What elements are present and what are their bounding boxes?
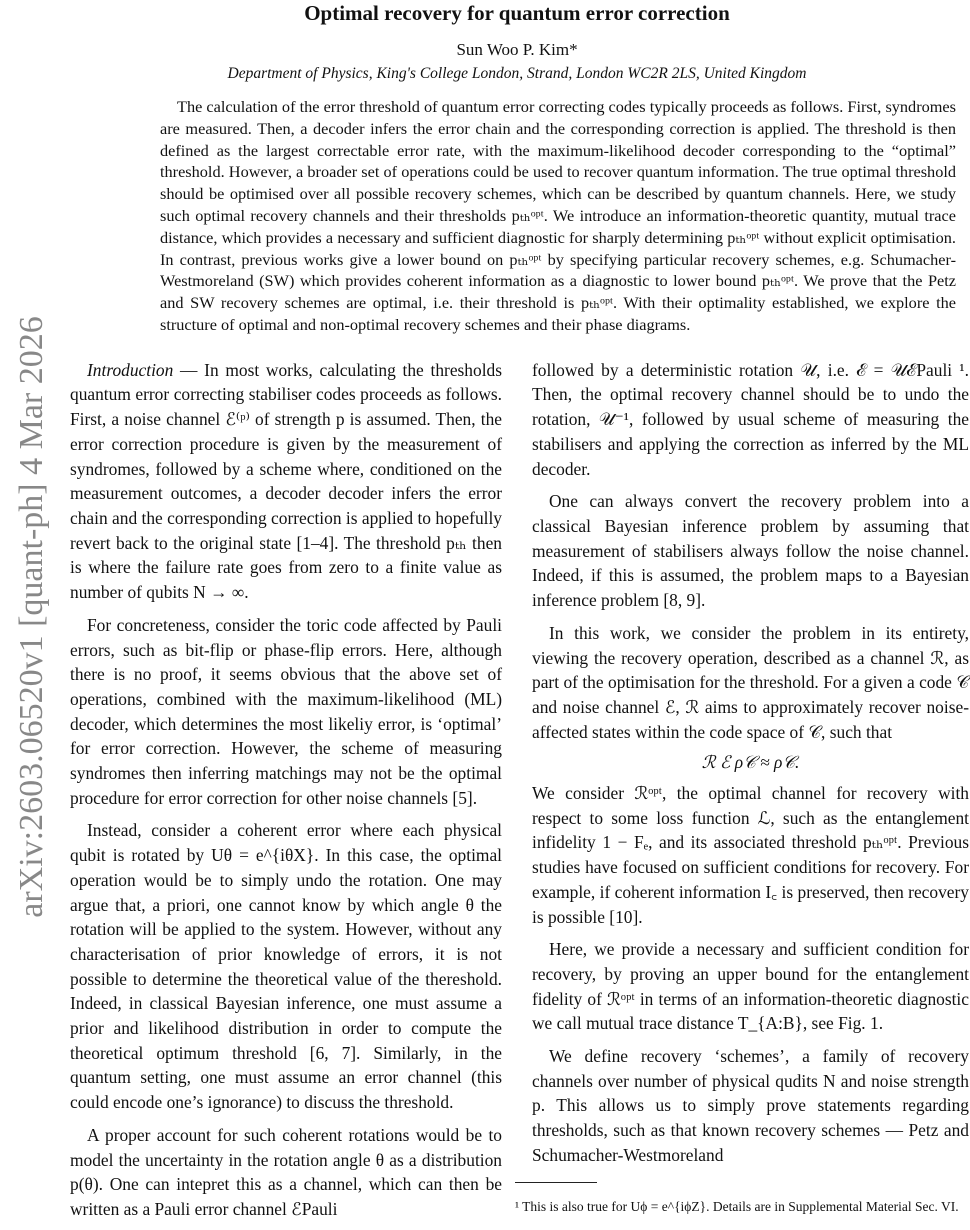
abstract: The calculation of the error threshold of quantum error correcting codes typically proceeds as follows. First, syndromes are measured. Then, a decoder infers the error chain and the corresponding correction is applied. The threshold is then defined as the largest correctable error rate, with the maximum-likelihood decoder corresponding to the “optimal” threshold. However, a broader set of operations could be used to recover quantum information. The true optimal threshold should be optimised over all possible recovery schemes, which can be described by quantum channels. Here, we study such optimal recovery channels and their thresholds pₜₕᵒᵖᵗ. We introduce an information-theoretic quantity, mutual trace distance, which provides a necessary and sufficient diagnostic for sharply determining pₜₕᵒᵖᵗ without explicit optimisation. In contrast, previous works give a lower bound on pₜₕᵒᵖᵗ by specifying particular recovery schemes, e.g. Schumacher-Westmoreland (SW) which provides coherent information as a diagnostic to lower bound pₜₕᵒᵖᵗ. We prove that the Petz and SW recovery schemes are optimal, i.e. their threshold is pₜₕᵒᵖᵗ. With their optimality established, we explore the structure of optimal and non-optimal recovery schemes and their phase diagrams. — [160, 97, 956, 334]
affiliation: Department of Physics, King's College London, Strand, London WC2R 2LS, United Kingdom — [227, 65, 807, 82]
paragraph: For concreteness, consider the toric code affected by Pauli errors, such as bit-flip or phase-flip errors. Here, although there is no proof, it seems obvious that the above set of operations, combined with the maximum-likelihood (ML) decoder, which determines the most likeliy error, is ‘optimal’ for error correction. However, the scheme of measuring syndromes then inferring matchings may not be the optimal procedure for error correction for other noise channels [5]. — [70, 614, 502, 808]
equation: ℛ ℰ ρ𝒞 ≈ ρ𝒞. — [701, 752, 800, 773]
right-column — [515, 358, 969, 1217]
author: Sun Woo P. Kim* — [456, 40, 578, 59]
intro-paragraph — [70, 358, 502, 605]
paragraph: One can always convert the recovery problem into a classical Bayesian inference problem by assuming that measurement of stabilisers always follow the noise channel. Indeed, if this is assumed, the problem maps to a Bayesian inference problem [8, 9]. — [532, 491, 969, 611]
paper-header — [0, 0, 970, 84]
paragraph: In this work, we consider the problem in its entirety, viewing the recovery operation, described as a channel ℛ, as part of the optimisation for the threshold. For a given a code 𝒞 and noise channel ℰ, ℛ aims to approximately recover noise-affected states within the code space of 𝒞, such that — [532, 622, 969, 742]
paper-title: Optimal recovery for quantum error correction — [304, 1, 730, 25]
paragraph: A proper account for such coherent rotations would be to model the uncertainty in the rotation angle θ as a distribution p(θ). One can intepret this as a channel, which can then be written as a Pauli error channel ℰPauli — [70, 1124, 502, 1219]
arxiv-stamp: arXiv:2603.06520v1 [quant-ph] 4 Mar 2026 — [13, 316, 50, 918]
paragraph: followed by a deterministic rotation 𝒰, i.e. ℰ = 𝒰ℰPauli ¹. Then, the optimal recovery channel should be to undo the rotation, 𝒰⁻¹, followed by usual scheme of measuring the stabilisers and applying the correction as inferred by the ML decoder. — [532, 359, 969, 479]
intro-text: — In most works, calculating the thresholds quantum error correcting stabiliser codes proceeds as follows. First, a noise channel ℰ⁽ᵖ⁾ of strength p is assumed. Then, the error correction procedure is given by the measurement of syndromes, followed by a scheme where, conditioned on the measurement outcomes, a decoder decoder infers the error chain and the corresponding correction is applied to hopefully revert back to the original state [1–4]. The threshold pₜₕ then is where the failure rate goes from zero to a finite value as number of qubits N → ∞. — [70, 359, 502, 603]
intro-heading: Introduction — [87, 359, 174, 380]
paragraph: Here, we provide a necessary and sufficient condition for recovery, by proving an upper bound for the entanglement fidelity of ℛᵒᵖᵗ in terms of an information-theoretic diagnostic we call mutual trace distance T_{A:B}, see Fig. 1. — [532, 939, 969, 1034]
footnote: ¹ This is also true for Uϕ = e^{iϕZ}. Details are in Supplemental Material Sec. VI. — [515, 1198, 959, 1214]
left-column — [70, 358, 502, 1230]
paragraph: We define recovery ‘schemes’, a family of recovery channels over number of physical qudits N and noise strength p. This allows us to simply prove statements regarding thresholds, such as that known recovery schemes — Petz and Schumacher-Westmoreland — [532, 1046, 969, 1165]
paragraph: Instead, consider a coherent error where each physical qubit is rotated by Uθ = e^{iθX}. In this case, the optimal operation would be to simply undo the rotation. One may argue that, a priori, one cannot know by which angle θ the rotation will be applied to the system. However, without any characterisation of prior knowledge of errors, it is not possible to determine the theoretical value of the thereshold. Indeed, in classical Bayesian inference, one must assume a prior and likelihood distribution in order to compute the theoretical optimum threshold [6, 7]. Similarly, in the quantum setting, one must assume an error channel (this could encode one’s ignorance) to discuss the threshold. — [70, 820, 502, 1113]
footnote-rule — [515, 1182, 597, 1183]
paragraph: We consider ℛᵒᵖᵗ, the optimal channel for recovery with respect to some loss function ℒ, such as the entanglement infidelity 1 − Fₑ, and its associated threshold pₜₕᵒᵖᵗ. Previous studies have focused on sufficient conditions for recovery. For example, if coherent information I꜀ is preserved, then recovery is possible [10]. — [532, 783, 969, 927]
body-columns — [0, 358, 970, 1230]
